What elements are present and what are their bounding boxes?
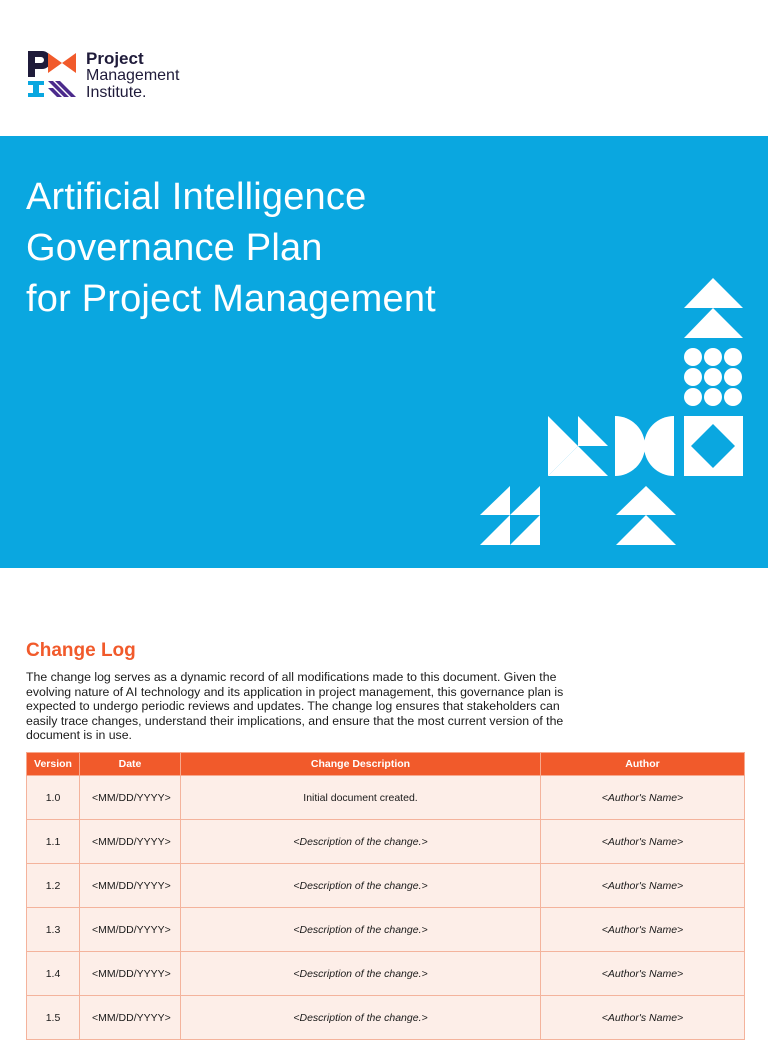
logo-line-2: Management [86,67,180,84]
logo-line-1: Project [86,49,144,68]
author-cell: <Author's Name> [541,820,745,864]
table-header-row [27,753,745,776]
change-log-section [26,640,744,743]
author-cell: <Author's Name> [541,776,745,820]
column-header-description: Change Description [181,753,541,776]
geometric-pattern-icon [460,266,768,566]
header [0,0,768,136]
logo-line-3: Institute. [86,84,147,101]
pmi-logo-icon [26,49,78,101]
date-cell: <MM/DD/YYYY> [80,952,181,996]
title-line-1: Artificial Intelligence [26,176,367,218]
description-cell: <Description of the change.> [181,908,541,952]
date-cell: <MM/DD/YYYY> [80,820,181,864]
change-log-heading: Change Log [26,640,136,661]
author-cell: <Author's Name> [541,864,745,908]
description-cell: <Description of the change.> [181,864,541,908]
version-cell: 1.0 [27,776,80,820]
date-cell: <MM/DD/YYYY> [80,908,181,952]
date-cell: <MM/DD/YYYY> [80,996,181,1040]
table-row [27,820,745,864]
column-header-version: Version [27,753,80,776]
table-row [27,952,745,996]
version-cell: 1.3 [27,908,80,952]
author-cell: <Author's Name> [541,996,745,1040]
title-line-2: Governance Plan [26,227,323,269]
column-header-author: Author [541,753,745,776]
table-row [27,908,745,952]
title-line-3: for Project Management [26,278,436,320]
date-cell: <MM/DD/YYYY> [80,776,181,820]
description-cell: Initial document created. [181,776,541,820]
change-log-table [26,752,745,1040]
version-cell: 1.1 [27,820,80,864]
version-cell: 1.2 [27,864,80,908]
version-cell: 1.4 [27,952,80,996]
description-cell: <Description of the change.> [181,996,541,1040]
column-header-date: Date [80,753,181,776]
table-row [27,996,745,1040]
version-cell: 1.5 [27,996,80,1040]
hero-banner [0,136,768,568]
table-row [27,864,745,908]
logo-wordmark [86,50,179,101]
description-cell: <Description of the change.> [181,820,541,864]
author-cell: <Author's Name> [541,908,745,952]
description-cell: <Description of the change.> [181,952,541,996]
change-log-description: The change log serves as a dynamic record of all modifications made to this document. Given the evolving nature of AI technology and its application in project management, this governance plan is expected to undergo periodic reviews and updates. The change log ensures that stakeholders can easily trace changes, understand their implications, and ensure that the most current version of the document is in use. [26,670,564,742]
author-cell: <Author's Name> [541,952,745,996]
table-row [27,776,745,820]
date-cell: <MM/DD/YYYY> [80,864,181,908]
